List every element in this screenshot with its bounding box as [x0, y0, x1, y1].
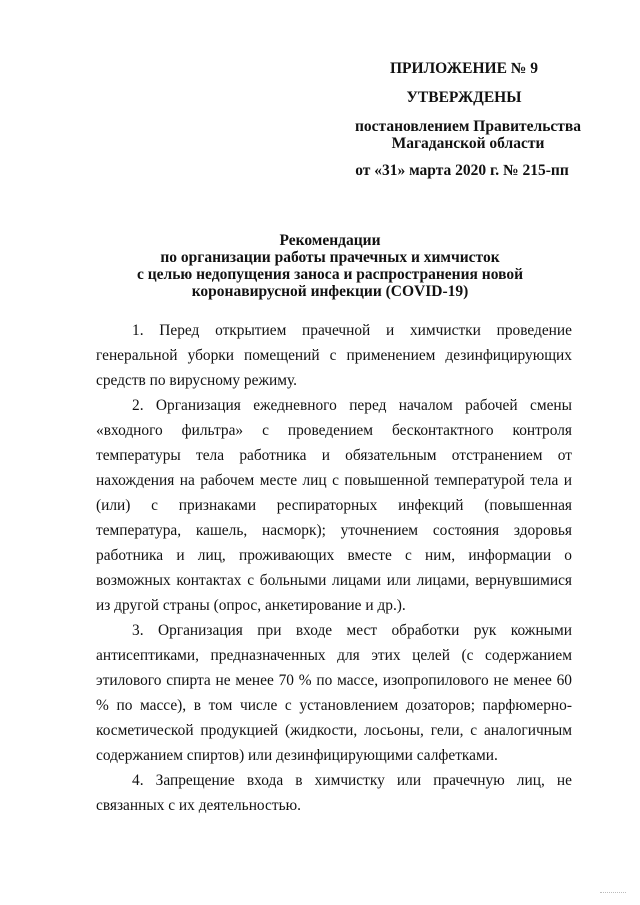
document-title — [100, 232, 560, 300]
title-line-1: Рекомендации — [279, 232, 381, 249]
decree-reference — [348, 118, 588, 152]
decree-date: от «31» марта 2020 г. № 215-пп — [355, 162, 569, 179]
paragraph-4: 4. Запрещение входа в химчистку или прачечную лиц, не связанных с их деятельностью. — [96, 772, 572, 814]
annex-number: ПРИЛОЖЕНИЕ № 9 — [390, 60, 538, 77]
paragraph-3: 3. Организация при входе мест обработки рук кожными антисептиками, предназначенных для этих целей (с содержанием этилового спирта не менее 70 % по массе, изопропилового не менее 60 % по массе), в том числе с установлением дозаторов; парфюмерно-косметической продукцией (жидкости, лосьоны, гели, с аналогичным содержанием спиртов) или дезинфицирующими салфетками. — [96, 622, 572, 764]
document-body — [96, 318, 572, 818]
title-line-3: с целью недопущения заноса и распространения новой — [136, 266, 524, 283]
title-line-4: коронавирусной инфекции (COVID-19) — [191, 283, 469, 300]
decree-line-2: Магаданской области — [391, 135, 545, 152]
decree-line-1: постановлением Правительства — [354, 118, 582, 135]
approved-label: УТВЕРЖДЕНЫ — [406, 89, 522, 106]
paragraph-2: 2. Организация ежедневного перед началом рабочей смены «входного фильтра» с проведением бесконтактного контроля температуры тела работника и обязательным отстранением от нахождения на рабочем месте лиц с повышенной температурой тела и (или) с признаками респираторных инфекций (повышенная температура, кашель, насморк); уточнением состояния здоровья работника и лиц, проживающих вместе с ним, информации о возможных контактах с больными лицами или лицами, вернувшимися из другой страны (опрос, анкетирование и др.). — [96, 397, 572, 614]
scan-artifact — [600, 892, 626, 899]
paragraph-1: 1. Перед открытием прачечной и химчистки проведение генеральной уборки помещений с применением дезинфицирующих средств по вирусному режиму. — [96, 322, 572, 389]
title-line-2: по организации работы прачечных и химчисток — [160, 249, 500, 266]
